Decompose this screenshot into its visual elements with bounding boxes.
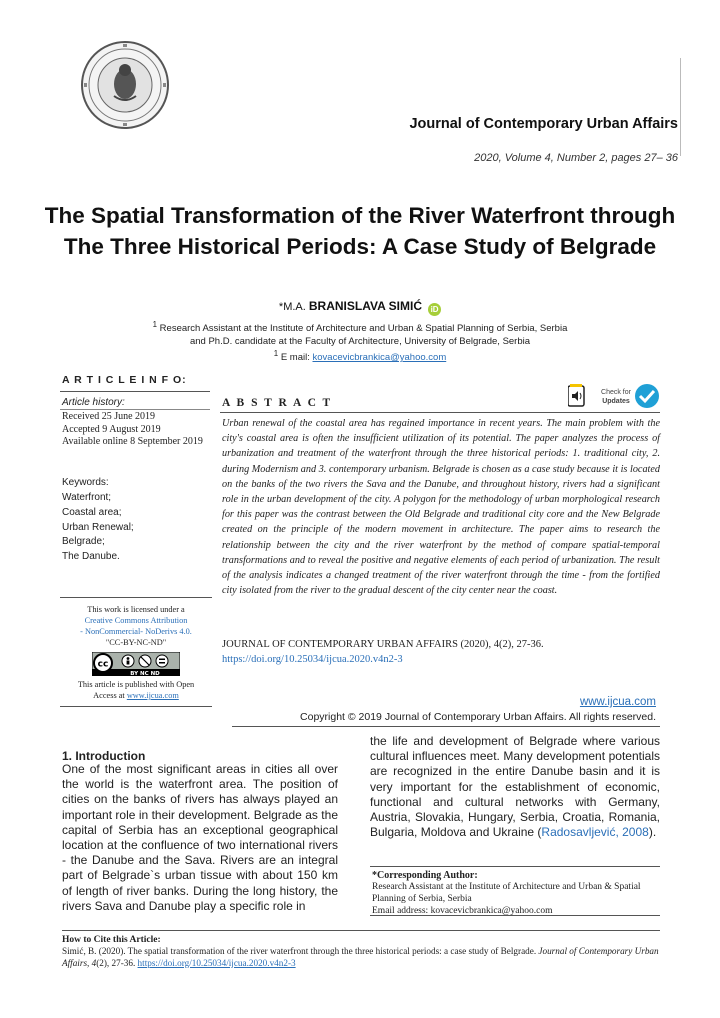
affiliation	[60, 319, 660, 365]
doi-link[interactable]: https://doi.org/10.25034/ijcua.2020.v4n2-3	[222, 654, 403, 665]
keyword: Waterfront;	[62, 492, 112, 503]
article-title: The Spatial Transformation of the River Waterfront through The Three Historical Periods: A Case Study of Belgrade	[44, 203, 676, 259]
cite-doi-link[interactable]: https://doi.org/10.25034/ijcua.2020.v4n2-3	[137, 957, 296, 968]
email-link[interactable]: kovacevicbrankica@yahoo.com	[312, 352, 447, 364]
divider	[60, 391, 210, 392]
article-info-heading: A R T I C L E I N F O:	[62, 374, 187, 386]
keywords-list	[62, 491, 134, 565]
author-line	[0, 299, 720, 316]
open-access-label: Access at	[93, 691, 125, 700]
email-label: E mail:	[280, 352, 310, 364]
history-received: Received 25 June 2019	[62, 411, 156, 422]
keyword: The Danube.	[62, 551, 120, 563]
open-access-note	[60, 679, 212, 701]
check-icon	[635, 384, 659, 408]
journal-name: Journal of Contemporary Urban Affairs	[409, 116, 678, 132]
email-mark: 1	[273, 349, 279, 359]
check-label-2: Updates	[602, 398, 630, 405]
body-text: the life and development of Belgrade where various cultural influences meet. Many development potentials are recognized in the entire Danube basin and it is very important for the establishment of economic, functional and cultural networks with Germany, Austria, Slovakia, Hungary, Serbia, Croatia, Romania, Bulgaria, Moldova and Ukraine (	[370, 734, 660, 840]
cite-text	[62, 946, 662, 969]
license-code: "CC-BY-NC-ND"	[105, 638, 167, 647]
license-link[interactable]: Creative Commons Attribution	[84, 616, 188, 625]
author-name: BRANISLAVA SIMIĆ	[308, 299, 422, 313]
cite-volume: , 4	[87, 957, 97, 968]
license-text	[60, 604, 212, 648]
history-accepted: Accepted 9 August 2019	[62, 423, 161, 435]
license-link-2[interactable]: - NonCommercial- NoDerivs 4.0.	[80, 627, 192, 636]
divider	[220, 412, 660, 413]
corresponding-email: Email address: kovacevicbrankica@yahoo.com	[372, 905, 553, 916]
badge-text: BY NC ND	[130, 671, 160, 676]
keywords-label: Keywords:	[62, 477, 109, 488]
license-line: This work is licensed under a	[87, 605, 185, 614]
divider	[60, 409, 210, 410]
affiliation-line-1: Research Assistant at the Institute of Architecture and Urban & Spatial Planning of Serbia, Serbia	[159, 323, 568, 335]
keyword: Coastal area;	[62, 506, 122, 518]
body-text-end: ).	[648, 825, 657, 840]
abstract-heading: A B S T R A C T	[222, 397, 333, 409]
keyword: Belgrade;	[62, 536, 105, 548]
cite-heading: How to Cite this Article:	[62, 935, 161, 945]
corresponding-affiliation: Research Assistant at the Institute of Architecture and Urban & Spatial Planning of Serbia, Serbia	[372, 882, 641, 904]
cite-authors-title: Simić, B. (2020). The spatial transformation of the river waterfront through the three historical periods: a case study of Belgrade.	[62, 946, 537, 956]
open-access-line: This article is published with Open	[77, 680, 195, 689]
cite-journal: Journal of Contemporary Urban Affairs	[62, 946, 659, 968]
cc-by-nc-nd-badge[interactable]	[92, 652, 180, 676]
divider	[232, 726, 660, 727]
abstract-text: Urban renewal of the coastal area has regained importance in recent years. The main problem with the city's coastal area is often the insufficient utilization of its potential. The paper analyzes the process of urbanization and treatment of the waterfront through the three historical periods: 1. traditional city, 2. during Modernism and 3. contemporary urbanism. Belgrade is chosen as a case study because it is located on the banks of the two rivers the Sava and the Danube, and throughout history, rivers had a significant role in the urban development of the city. A polygon for the methodology of urban morphological research for this paper was the contrast between the Old Belgrade and traditional city core and the New Belgrade created on the principle of the modern movement in architecture. The paper aims to research the relationship between the city and the river waterfront by the method of compare spatial-temporal transformations and to reveal the positive and negative elements of each period of urbanization. The result of the analysis indicates a changed treatment of the river waterfront through the time - from the fortified city isolated from the river to the gradual descent of the city center near the coast.	[222, 418, 660, 597]
section-heading: 1. Introduction	[62, 749, 146, 763]
affiliation-mark: 1	[152, 320, 158, 329]
citation-journal: JOURNAL OF CONTEMPORARY URBAN AFFAIRS (2020), 4(2), 27-36.	[222, 639, 544, 650]
body-column-left: One of the most significant areas in cities all over the world is the waterfront area. The position of cities on the banks of rivers has always played an important role in their development. Belgrade as the capital of Serbia has an exceptional geographical location at the confluence of two international rivers - the Danube and the Sava. Rivers are an integral part of Belgrade`s urban tissue with about 150 km of length of river banks. During the long history, the rivers Sava and Danube play a specific role in	[62, 762, 338, 913]
history-online: Available online 8 September 2019	[62, 436, 203, 448]
site-link[interactable]: www.ijcua.com	[579, 696, 656, 708]
copyright: Copyright © 2019 Journal of Contemporary Urban Affairs. All rights reserved.	[300, 711, 656, 723]
journal-issue: 2020, Volume 4, Number 2, pages 27– 36	[474, 152, 678, 164]
cite-pages: (2), 27-36.	[96, 957, 136, 968]
reference-link[interactable]: Radosavljević, 2008	[541, 825, 649, 840]
divider	[62, 930, 660, 931]
keyword: Urban Renewal;	[62, 521, 134, 533]
corresponding-text	[372, 882, 660, 917]
corresponding-heading: *Corresponding Author:	[372, 870, 478, 881]
orcid-icon[interactable]: iD	[428, 303, 441, 316]
author-prefix: *M.A.	[278, 301, 306, 313]
header-divider	[680, 58, 681, 156]
journal-seal-logo	[80, 40, 170, 130]
check-label-1: Check for	[601, 389, 631, 396]
history-label: Article history:	[62, 397, 125, 408]
affiliation-line-2: and Ph.D. candidate at the Faculty of Architecture, University of Belgrade, Serbia	[189, 335, 531, 347]
check-for-updates-badge[interactable]	[568, 383, 660, 409]
body-column-right	[370, 734, 660, 840]
ijcua-link[interactable]: www.ijcua.com	[126, 691, 179, 700]
cc-icon: cc	[97, 659, 109, 670]
article-history	[62, 411, 212, 449]
